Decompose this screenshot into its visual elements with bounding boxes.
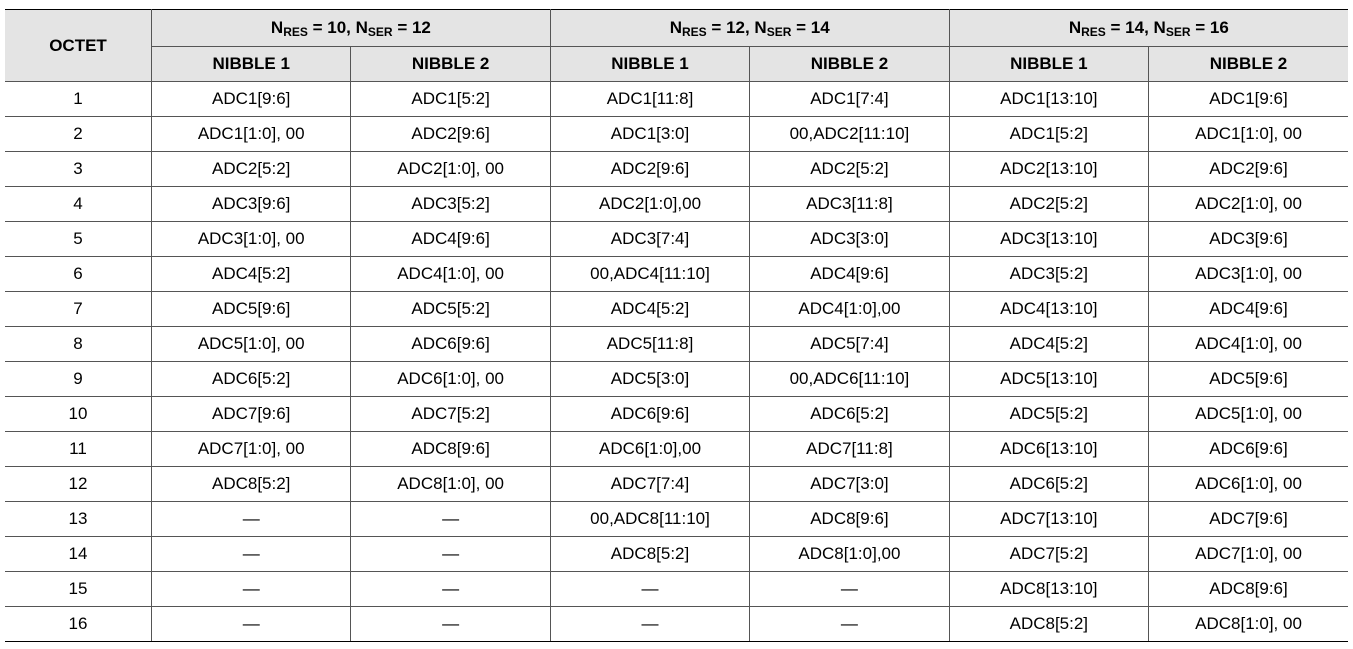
nibble-cell: ADC6[5:2] (949, 467, 1148, 502)
nibble-cell: ADC5[5:2] (351, 292, 550, 327)
nibble-cell: ADC1[7:4] (750, 82, 949, 117)
nibble-cell: ADC8[5:2] (152, 467, 351, 502)
nibble-cell: 00,ADC2[11:10] (750, 117, 949, 152)
nibble-cell: ADC5[1:0], 00 (1149, 397, 1348, 432)
header-nibble-row (5, 47, 1348, 82)
nibble-cell: ADC4[1:0], 00 (1149, 327, 1348, 362)
nibble-cell: — (750, 572, 949, 607)
nibble-cell: ADC4[1:0],00 (750, 292, 949, 327)
nibble-cell: ADC1[1:0], 00 (1149, 117, 1348, 152)
nibble-cell: ADC4[5:2] (152, 257, 351, 292)
nibble-cell: ADC8[9:6] (1149, 572, 1348, 607)
table-row (5, 467, 1348, 502)
nibble-cell: ADC6[1:0], 00 (1149, 467, 1348, 502)
nibble-cell: ADC7[1:0], 00 (1149, 537, 1348, 572)
nibble-cell: ADC7[3:0] (750, 467, 949, 502)
nibble-cell: ADC3[7:4] (550, 222, 749, 257)
nibble-header: NIBBLE 1 (152, 47, 351, 82)
octet-number-cell: 1 (5, 82, 152, 117)
octet-number-cell: 5 (5, 222, 152, 257)
nibble-cell: ADC4[1:0], 00 (351, 257, 550, 292)
nibble-cell: ADC8[13:10] (949, 572, 1148, 607)
table-header (5, 10, 1348, 82)
nibble-cell: ADC4[13:10] (949, 292, 1148, 327)
table-row (5, 187, 1348, 222)
table-row (5, 502, 1348, 537)
octet-number-cell: 13 (5, 502, 152, 537)
octet-number-cell: 7 (5, 292, 152, 327)
nibble-cell: ADC5[5:2] (949, 397, 1148, 432)
table-row (5, 117, 1348, 152)
nibble-cell: — (750, 607, 949, 642)
nibble-cell: ADC4[5:2] (949, 327, 1148, 362)
nibble-cell: ADC1[9:6] (1149, 82, 1348, 117)
group-header-10-12: $N_{RES} = 10$, $N_{SER} = 12$ (152, 10, 551, 47)
nibble-header: NIBBLE 1 (550, 47, 749, 82)
nibble-cell: ADC7[5:2] (949, 537, 1148, 572)
nibble-cell: ADC5[3:0] (550, 362, 749, 397)
table-row (5, 432, 1348, 467)
nibble-cell: ADC8[1:0], 00 (1149, 607, 1348, 642)
nibble-cell: ADC5[9:6] (152, 292, 351, 327)
nibble-cell: ADC8[5:2] (550, 537, 749, 572)
table-row (5, 607, 1348, 642)
nibble-cell: ADC3[11:8] (750, 187, 949, 222)
nibble-cell: — (152, 502, 351, 537)
octet-mapping-table (5, 9, 1348, 642)
octet-number-cell: 11 (5, 432, 152, 467)
nibble-cell: ADC2[5:2] (949, 187, 1148, 222)
nibble-cell: ADC7[7:4] (550, 467, 749, 502)
nibble-cell: — (152, 572, 351, 607)
nibble-cell: — (351, 537, 550, 572)
nibble-cell: ADC6[5:2] (152, 362, 351, 397)
nibble-cell: ADC2[1:0], 00 (351, 152, 550, 187)
nibble-cell: ADC8[5:2] (949, 607, 1148, 642)
header-group-row (5, 10, 1348, 47)
nibble-cell: 00,ADC6[11:10] (750, 362, 949, 397)
nibble-header: NIBBLE 2 (351, 47, 550, 82)
table-row (5, 82, 1348, 117)
nibble-cell: ADC6[1:0], 00 (351, 362, 550, 397)
nibble-cell: ADC6[13:10] (949, 432, 1148, 467)
nibble-header: NIBBLE 1 (949, 47, 1148, 82)
nibble-cell: ADC4[9:6] (750, 257, 949, 292)
nibble-cell: — (550, 572, 749, 607)
group-header-14-16: $N_{RES} = 14$, $N_{SER} = 16$ (949, 10, 1348, 47)
table-row (5, 397, 1348, 432)
nibble-cell: — (351, 607, 550, 642)
nibble-cell: ADC2[1:0],00 (550, 187, 749, 222)
nibble-cell: ADC5[11:8] (550, 327, 749, 362)
nibble-cell: — (550, 607, 749, 642)
nibble-cell: 00,ADC8[11:10] (550, 502, 749, 537)
nibble-cell: ADC8[9:6] (351, 432, 550, 467)
nibble-cell: ADC4[5:2] (550, 292, 749, 327)
nibble-cell: ADC5[13:10] (949, 362, 1148, 397)
nibble-cell: — (351, 502, 550, 537)
nibble-cell: ADC1[9:6] (152, 82, 351, 117)
nibble-cell: — (152, 607, 351, 642)
nibble-header: NIBBLE 2 (750, 47, 949, 82)
nibble-cell: ADC3[13:10] (949, 222, 1148, 257)
nibble-cell: ADC6[9:6] (1149, 432, 1348, 467)
nibble-cell: ADC7[13:10] (949, 502, 1148, 537)
nibble-cell: ADC3[5:2] (949, 257, 1148, 292)
table-row (5, 327, 1348, 362)
table-row (5, 152, 1348, 187)
nibble-cell: ADC1[1:0], 00 (152, 117, 351, 152)
octet-number-cell: 6 (5, 257, 152, 292)
nibble-cell: ADC2[9:6] (351, 117, 550, 152)
nibble-cell: ADC3[1:0], 00 (152, 222, 351, 257)
table-body (5, 82, 1348, 642)
nibble-cell: ADC2[5:2] (750, 152, 949, 187)
nibble-cell: ADC8[1:0], 00 (351, 467, 550, 502)
nibble-cell: ADC1[13:10] (949, 82, 1148, 117)
octet-number-cell: 9 (5, 362, 152, 397)
nibble-cell: ADC3[9:6] (152, 187, 351, 222)
nibble-cell: ADC4[9:6] (351, 222, 550, 257)
nibble-cell: ADC2[9:6] (550, 152, 749, 187)
nibble-cell: ADC3[1:0], 00 (1149, 257, 1348, 292)
nibble-cell: ADC6[9:6] (351, 327, 550, 362)
nibble-cell: ADC7[9:6] (152, 397, 351, 432)
nibble-cell: ADC2[5:2] (152, 152, 351, 187)
nibble-cell: ADC1[5:2] (351, 82, 550, 117)
nibble-cell: ADC2[13:10] (949, 152, 1148, 187)
nibble-cell: — (351, 572, 550, 607)
table-row (5, 222, 1348, 257)
nibble-cell: 00,ADC4[11:10] (550, 257, 749, 292)
nibble-cell: ADC7[1:0], 00 (152, 432, 351, 467)
table-row (5, 537, 1348, 572)
nibble-cell: ADC2[1:0], 00 (1149, 187, 1348, 222)
nibble-cell: ADC1[3:0] (550, 117, 749, 152)
octet-number-cell: 2 (5, 117, 152, 152)
nibble-cell: ADC3[9:6] (1149, 222, 1348, 257)
octet-number-cell: 8 (5, 327, 152, 362)
nibble-cell: ADC5[1:0], 00 (152, 327, 351, 362)
nibble-cell: ADC7[11:8] (750, 432, 949, 467)
nibble-cell: ADC7[9:6] (1149, 502, 1348, 537)
nibble-cell: ADC7[5:2] (351, 397, 550, 432)
octet-number-cell: 12 (5, 467, 152, 502)
nibble-cell: ADC8[1:0],00 (750, 537, 949, 572)
nibble-cell: — (152, 537, 351, 572)
nibble-cell: ADC3[3:0] (750, 222, 949, 257)
nibble-header: NIBBLE 2 (1149, 47, 1348, 82)
nibble-cell: ADC5[9:6] (1149, 362, 1348, 397)
table-row (5, 362, 1348, 397)
group-header-12-14: $N_{RES} = 12$, $N_{SER} = 14$ (550, 10, 949, 47)
nibble-cell: ADC8[9:6] (750, 502, 949, 537)
nibble-cell: ADC4[9:6] (1149, 292, 1348, 327)
table-row (5, 257, 1348, 292)
octet-number-cell: 3 (5, 152, 152, 187)
nibble-cell: ADC5[7:4] (750, 327, 949, 362)
nibble-cell: ADC3[5:2] (351, 187, 550, 222)
nibble-cell: ADC6[1:0],00 (550, 432, 749, 467)
octet-number-cell: 15 (5, 572, 152, 607)
nibble-cell: ADC1[5:2] (949, 117, 1148, 152)
octet-number-cell: 14 (5, 537, 152, 572)
nibble-cell: ADC1[11:8] (550, 82, 749, 117)
table-row (5, 292, 1348, 327)
nibble-cell: ADC6[9:6] (550, 397, 749, 432)
nibble-cell: ADC2[9:6] (1149, 152, 1348, 187)
octet-number-cell: 10 (5, 397, 152, 432)
octet-column-header: OCTET (5, 10, 152, 82)
octet-number-cell: 16 (5, 607, 152, 642)
table-row (5, 572, 1348, 607)
octet-number-cell: 4 (5, 187, 152, 222)
nibble-cell: ADC6[5:2] (750, 397, 949, 432)
